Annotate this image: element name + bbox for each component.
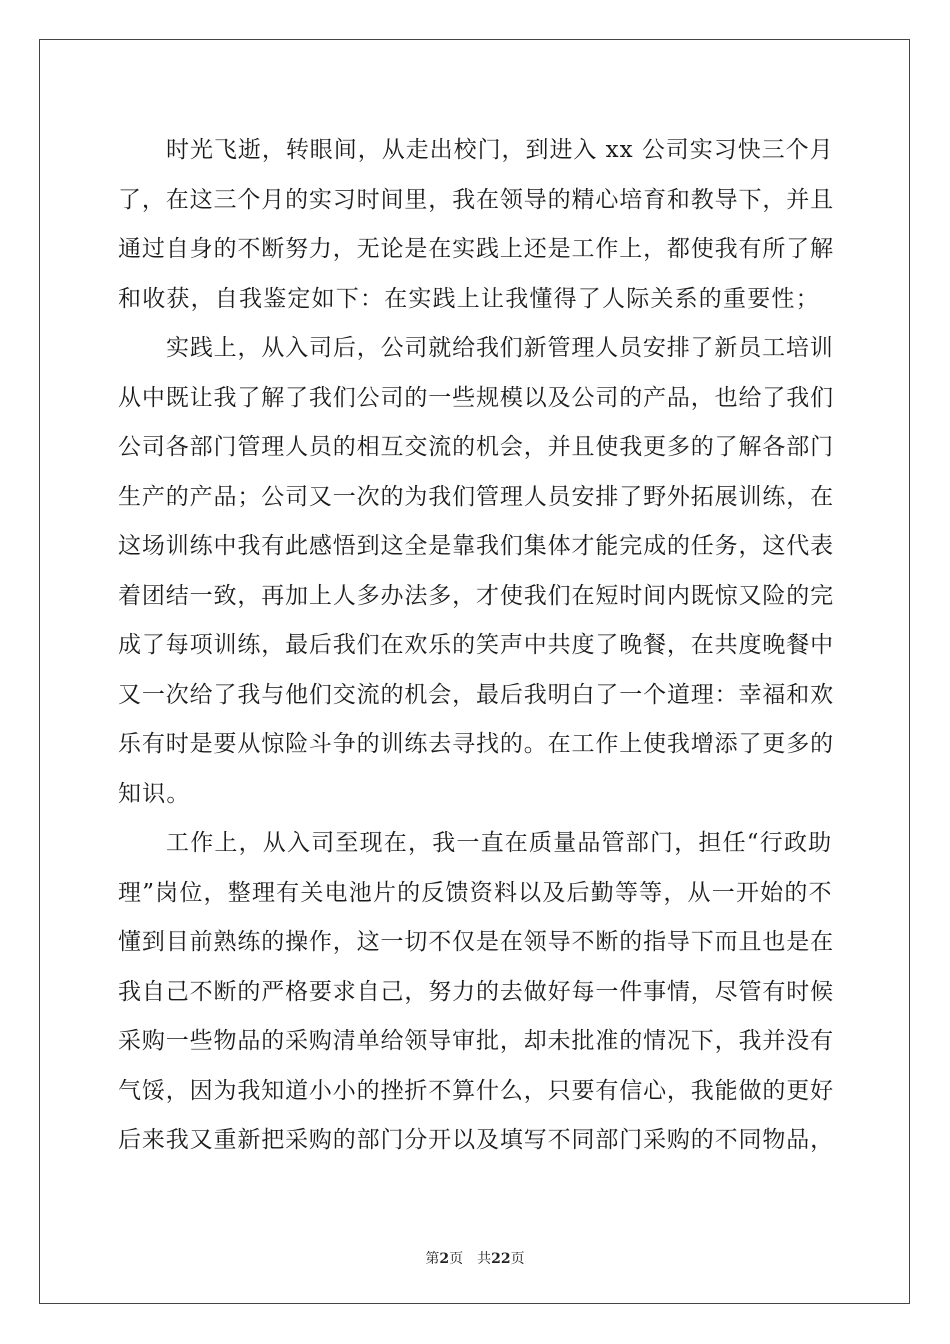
footer-total-prefix: 共	[477, 1251, 492, 1267]
text-line: 时光飞逝，转眼间，从走出校门，到进入 xx 公司实习快三个月	[166, 137, 834, 163]
footer-page-suffix: 页	[449, 1251, 464, 1267]
text-line: 工作上，从入司至现在，我一直在质量品管部门，担任“行政助	[166, 830, 833, 856]
text-line: 通过自身的不断努力，无论是在实践上还是工作上，都使我有所了解	[118, 236, 834, 262]
text-line: 成了每项训练，最后我们在欢乐的笑声中共度了晚餐，在共度晚餐中	[118, 632, 834, 658]
text-line: 知识。	[118, 780, 191, 807]
page-footer	[0, 1248, 950, 1268]
footer-page-number: 2	[439, 1251, 450, 1267]
footer-total-pages: 22	[491, 1251, 511, 1267]
footer-page-prefix: 第	[425, 1251, 440, 1267]
text-line: 懂到目前熟练的操作，这一切不仅是在领导不断的指导下而且也是在	[118, 929, 834, 955]
text-line: 乐有时是要从惊险斗争的训练去寻找的。在工作上使我增添了更多的	[118, 731, 834, 757]
text-line: 这场训练中我有此感悟到这全是靠我们集体才能完成的任务，这代表	[118, 533, 834, 559]
text-line: 采购一些物品的采购清单给领导审批，却未批准的情况下，我并没有	[118, 1028, 834, 1054]
text-line: 公司各部门管理人员的相互交流的机会，并且使我更多的了解各部门	[118, 434, 834, 460]
text-line: 和收获，自我鉴定如下：在实践上让我懂得了人际关系的重要性；	[118, 285, 820, 312]
text-line: 理”岗位，整理有关电池片的反馈资料以及后勤等等，从一开始的不	[118, 879, 833, 906]
text-line: 生产的产品；公司又一次的为我们管理人员安排了野外拓展训练，在	[118, 483, 834, 510]
document-body	[118, 126, 834, 1166]
text-line: 又一次给了我与他们交流的机会，最后我明白了一个道理：幸福和欢	[118, 681, 834, 708]
text-line: 实践上，从入司后，公司就给我们新管理人员安排了新员工培训	[166, 335, 834, 361]
text-line: 了，在这三个月的实习时间里，我在领导的精心培育和教导下，并且	[118, 186, 834, 213]
text-line: 后来我又重新把采购的部门分开以及填写不同部门采购的不同物品，	[118, 1127, 834, 1153]
text-line: 从中既让我了解了我们公司的一些规模以及公司的产品，也给了我们	[118, 384, 834, 411]
text-line: 气馁，因为我知道小小的挫折不算什么，只要有信心，我能做的更好	[118, 1077, 834, 1104]
text-line: 着团结一致，再加上人多办法多，才使我们在短时间内既惊又险的完	[118, 582, 834, 609]
footer-total-suffix: 页	[510, 1251, 525, 1267]
text-line: 我自己不断的严格要求自己，努力的去做好每一件事情，尽管有时候	[118, 978, 834, 1005]
